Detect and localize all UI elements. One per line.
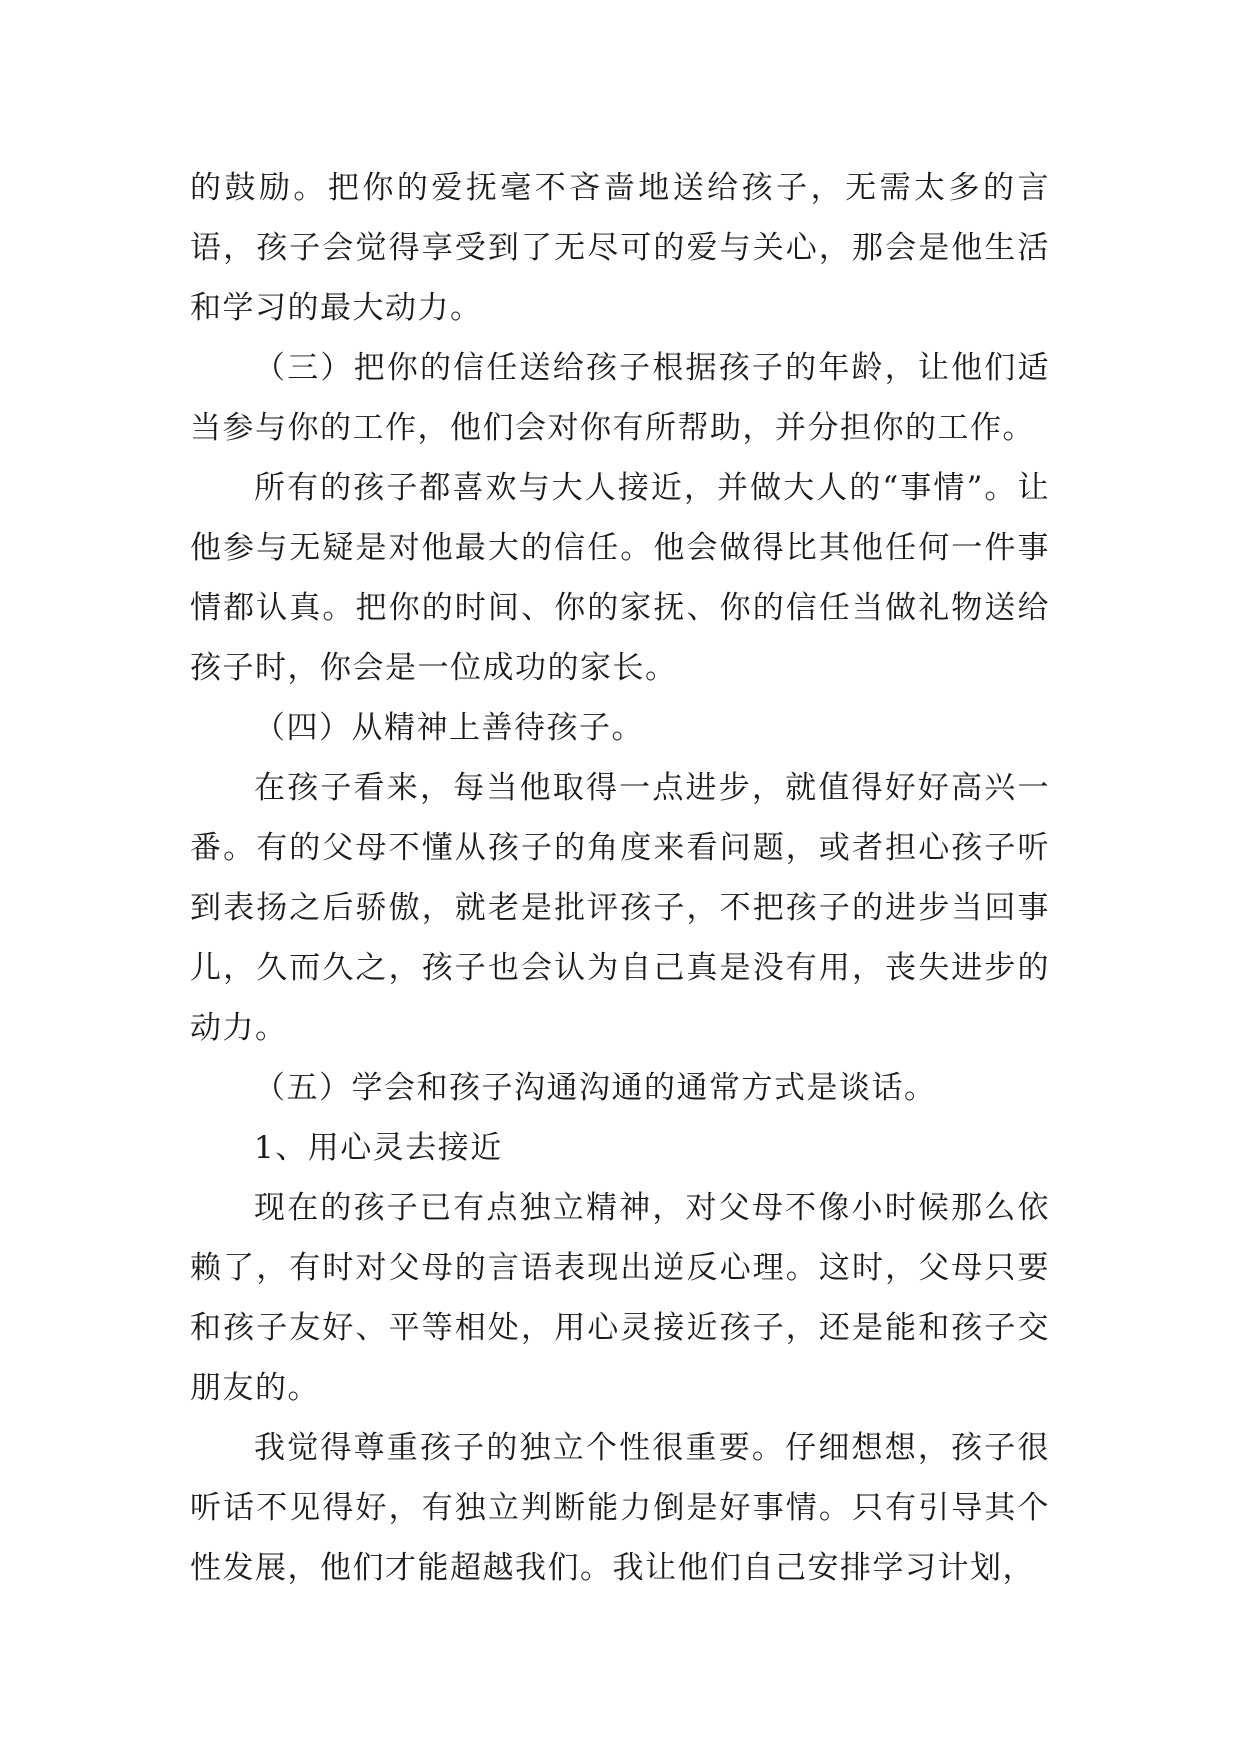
paragraph-5: 在孩子看来，每当他取得一点进步，就值得好好高兴一番。有的父母不懂从孩子的角度来看问题，或者担心孩子听到表扬之后骄傲，就老是批评孩子，不把孩子的进步当回事儿，久而久之，孩子也会认为自己真是没有用，丧失进步的动力。: [190, 770, 1050, 1046]
body-text: [190, 158, 1050, 1598]
paragraph-6-heading-five: （五）学会和孩子沟通沟通的通常方式是谈话。: [254, 1070, 937, 1106]
paragraph-2-heading-three: （三）把你的信任送给孩子根据孩子的年龄，让他们适当参与你的工作，他们会对你有所帮助，并分担你的工作。: [190, 350, 1050, 446]
paragraph-1: 的鼓励。把你的爱抚毫不吝啬地送给孩子，无需太多的言语，孩子会觉得享受到了无尽可的爱与关心，那会是他生活和学习的最大动力。: [190, 170, 1050, 326]
paragraph-8: 现在的孩子已有点独立精神，对父母不像小时候那么依赖了，有时对父母的言语表现出逆反心理。这时，父母只要和孩子友好、平等相处，用心灵接近孩子，还是能和孩子交朋友的。: [190, 1190, 1050, 1406]
paragraph-3: 所有的孩子都喜欢与大人接近，并做大人的“事情”。让他参与无疑是对他最大的信任。他会做得比其他任何一件事情都认真。把你的时间、你的家抚、你的信任当做礼物送给孩子时，你会是一位成功的家长。: [190, 470, 1050, 686]
paragraph-7-subheading: 1、用心灵去接近: [254, 1130, 503, 1166]
paragraph-9: 我觉得尊重孩子的独立个性很重要。仔细想想，孩子很听话不见得好，有独立判断能力倒是好事情。只有引导其个性发展，他们才能超越我们。我让他们自己安排学习计划，: [190, 1430, 1050, 1586]
paragraph-4-heading-four: （四）从精神上善待孩子。: [254, 710, 644, 746]
